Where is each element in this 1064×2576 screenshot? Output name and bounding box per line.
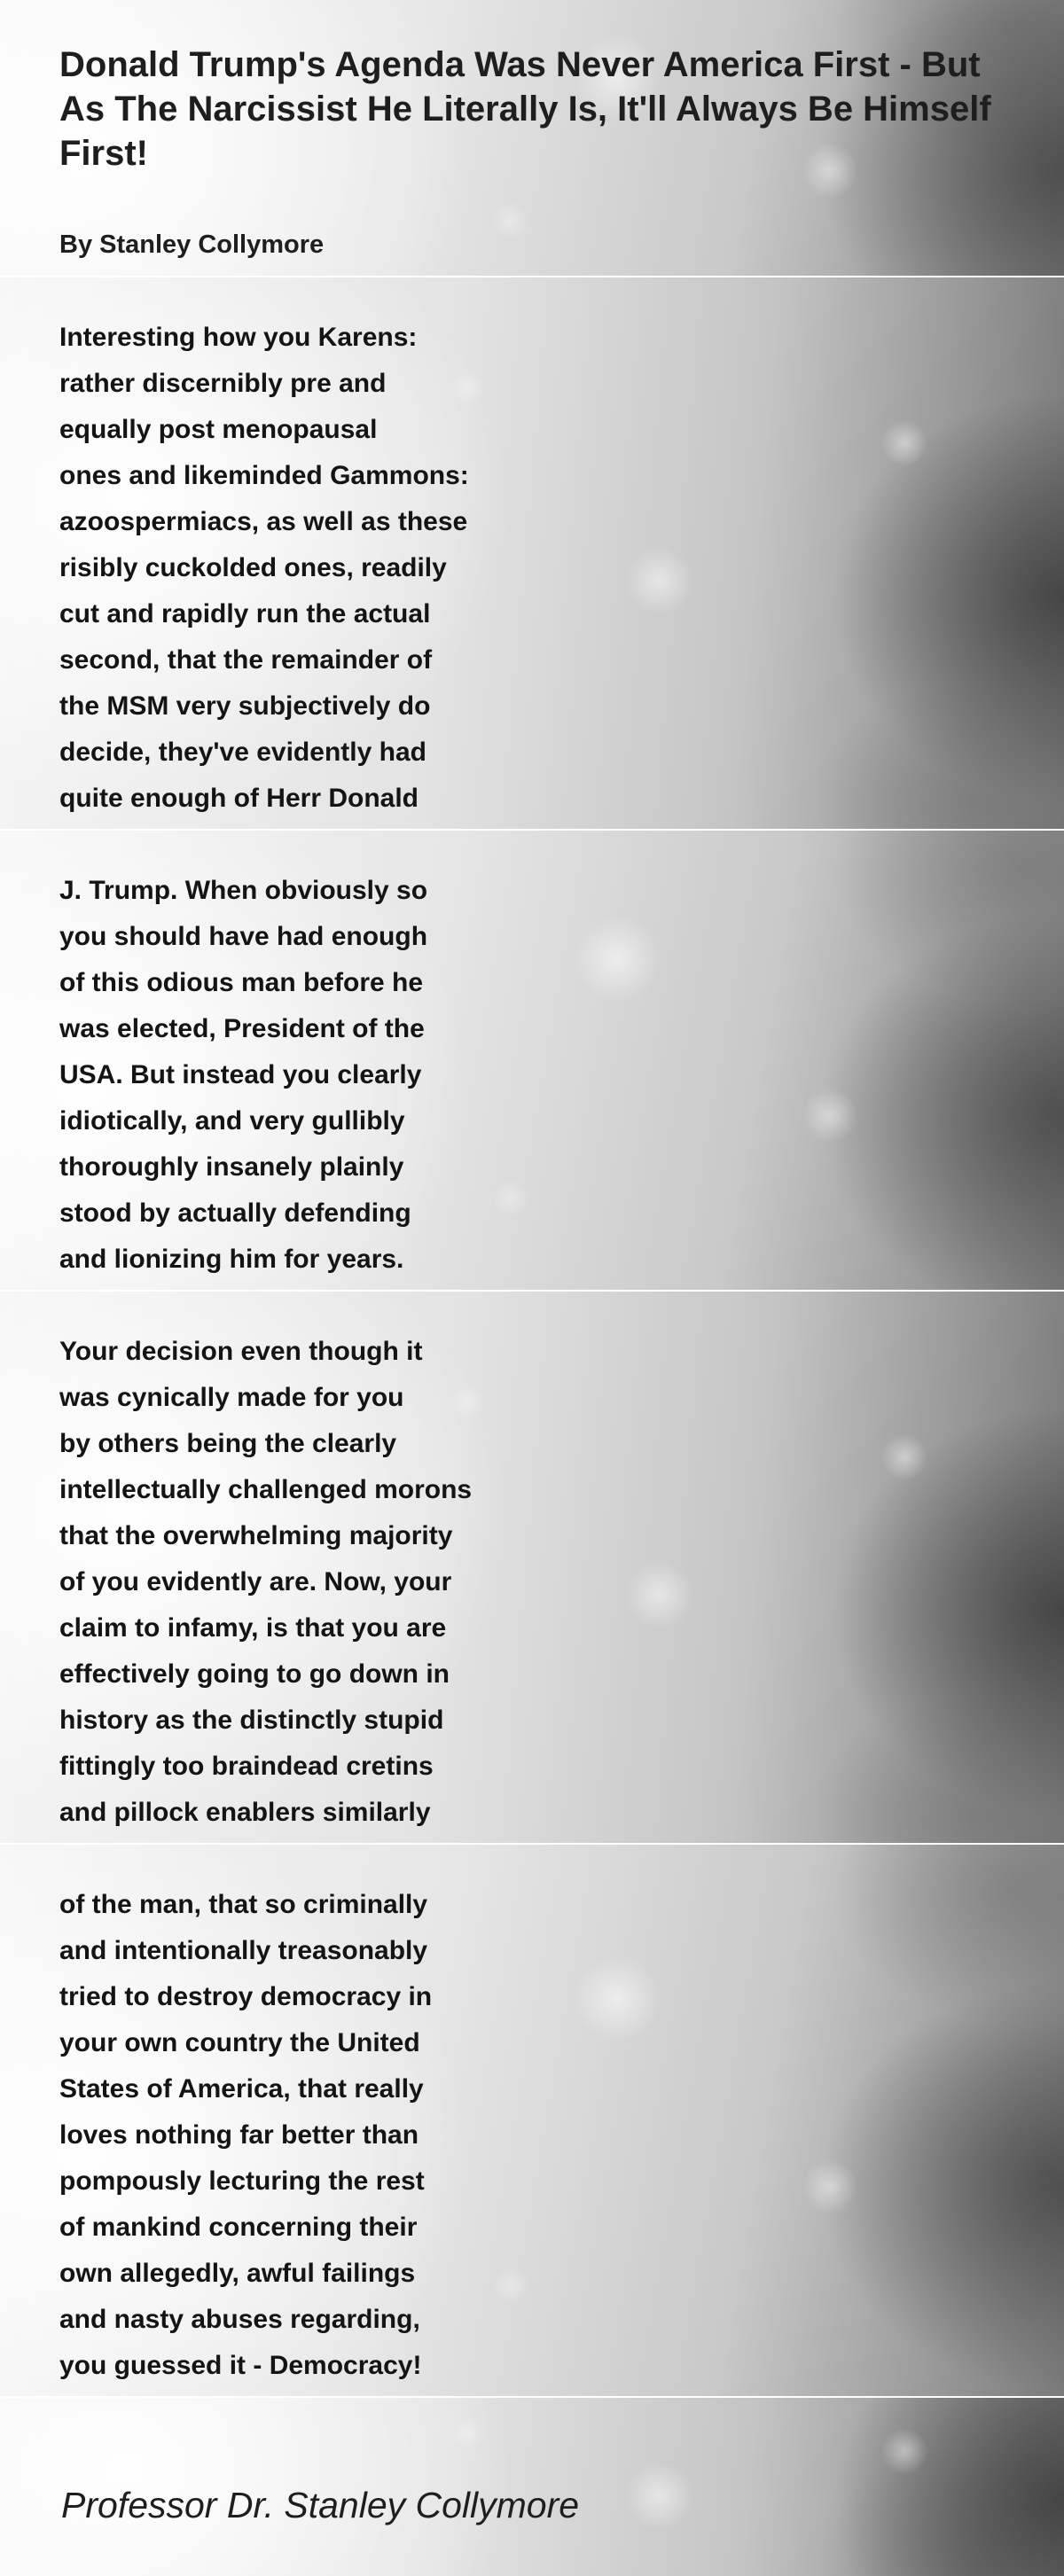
poem-line: rather discernibly pre and (59, 369, 387, 398)
poem-signature: Professor Dr. Stanley Collymore (61, 2485, 580, 2525)
stanza-text (59, 315, 999, 822)
poem-line: by others being the clearly (59, 1429, 397, 1458)
poem-line: and lionizing him for years. (59, 1245, 404, 1274)
poem-line: effectively going to go down in (59, 1659, 450, 1689)
poem-author: By Stanley Collymore (59, 230, 325, 259)
poem-line: of the man, that so criminally (59, 1890, 428, 1919)
poem-line: States of America, that really (59, 2074, 424, 2104)
header-panel (0, 0, 1064, 276)
poem-line: cut and rapidly run the actual (59, 599, 431, 628)
poem-line: of you evidently are. Now, your (59, 1567, 452, 1596)
poem-line: that the overwhelming majority (59, 1521, 453, 1550)
poem-line: Interesting how you Karens: (59, 323, 418, 352)
poem-line: second, that the remainder of (59, 645, 433, 675)
poem-line: intellectually challenged morons (59, 1475, 473, 1504)
poem-line: Your decision even though it (59, 1337, 423, 1366)
poem-line: own allegedly, awful failings (59, 2259, 416, 2288)
poem-line: azoospermiacs, as well as these (59, 507, 468, 536)
poem-line: idiotically, and very gullibly (59, 1106, 405, 1136)
stanza-panel (0, 277, 1064, 829)
poem-line: your own country the United (59, 2028, 420, 2057)
poem-line: quite enough of Herr Donald (59, 784, 419, 813)
poem-line: pompously lecturing the rest (59, 2166, 425, 2196)
poem-line: you guessed it - Democracy! (59, 2351, 422, 2380)
poem-line: loves nothing far better than (59, 2120, 419, 2150)
poem-line: ones and likeminded Gammons: (59, 461, 469, 490)
poem-line: decide, they've evidently had (59, 738, 426, 767)
poem-line: and intentionally treasonably (59, 1936, 428, 1965)
poem-line: USA. But instead you clearly (59, 1060, 422, 1089)
poem-line: was cynically made for you (59, 1383, 404, 1412)
poem-line: you should have had enough (59, 922, 428, 951)
poem-line: risibly cuckolded ones, readily (59, 553, 447, 582)
stanza-panel (0, 831, 1064, 1290)
poem-line: claim to infamy, is that you are (59, 1613, 447, 1643)
stanza-text (59, 1882, 999, 2389)
poem-line: stood by actually defending (59, 1198, 411, 1228)
poem-line: the MSM very subjectively do (59, 691, 431, 721)
poem-line: and nasty abuses regarding, (59, 2305, 420, 2334)
poem-line: thoroughly insanely plainly (59, 1152, 404, 1182)
poem-line: and pillock enablers similarly (59, 1798, 431, 1827)
poem-line: tried to destroy democracy in (59, 1982, 433, 2011)
poem-line: of this odious man before he (59, 968, 424, 997)
poem-line: J. Trump. When obviously so (59, 876, 428, 905)
poem-title: Donald Trump's Agenda Was Never America First - But As The Narcissist He Literally Is, It'll Always Be Himself First! (59, 45, 991, 173)
poem-line: equally post menopausal (59, 415, 378, 444)
stanza-text (59, 868, 999, 1283)
stanza-panel (0, 1292, 1064, 1843)
stanza-text (59, 1329, 999, 1836)
poem-line: of mankind concerning their (59, 2213, 418, 2242)
stanza-panel (0, 1845, 1064, 2396)
poem-line: fittingly too braindead cretins (59, 1752, 434, 1781)
poem-line: history as the distinctly stupid (59, 1706, 444, 1735)
poem-line: was elected, President of the (59, 1014, 425, 1043)
